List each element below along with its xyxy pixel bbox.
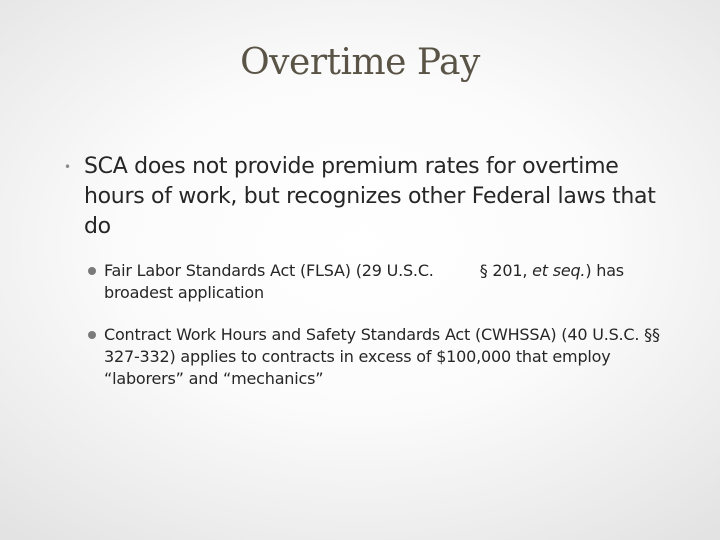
bullet-dot-icon: • (64, 160, 71, 174)
flsa-text-b: § 201, (479, 261, 528, 280)
bullet-dot-icon (88, 267, 96, 275)
sub-bullet-flsa (86, 260, 684, 304)
slide-body (64, 152, 684, 390)
flsa-text-a: Fair Labor Standards Act (FLSA) (29 U.S.C. (104, 261, 434, 280)
cwhssa-text: Contract Work Hours and Safety Standards Act (CWHSSA) (40 U.S.C. §§ 327-332) applies to contracts in excess of $100,000 that employ “laborers” and “mechanics” (104, 325, 660, 388)
main-bullet-item (64, 152, 684, 242)
bullet-dot-icon (88, 331, 96, 339)
flsa-text-italic: et seq. (532, 261, 586, 280)
flsa-text-d: broadest application (104, 283, 264, 302)
flsa-text-c: ) has (585, 261, 624, 280)
main-bullet-text: SCA does not provide premium rates for overtime hours of work, but recognizes other Federal laws that do (84, 154, 656, 239)
slide-title: Overtime Pay (240, 42, 480, 83)
sub-bullet-cwhssa (86, 324, 684, 390)
